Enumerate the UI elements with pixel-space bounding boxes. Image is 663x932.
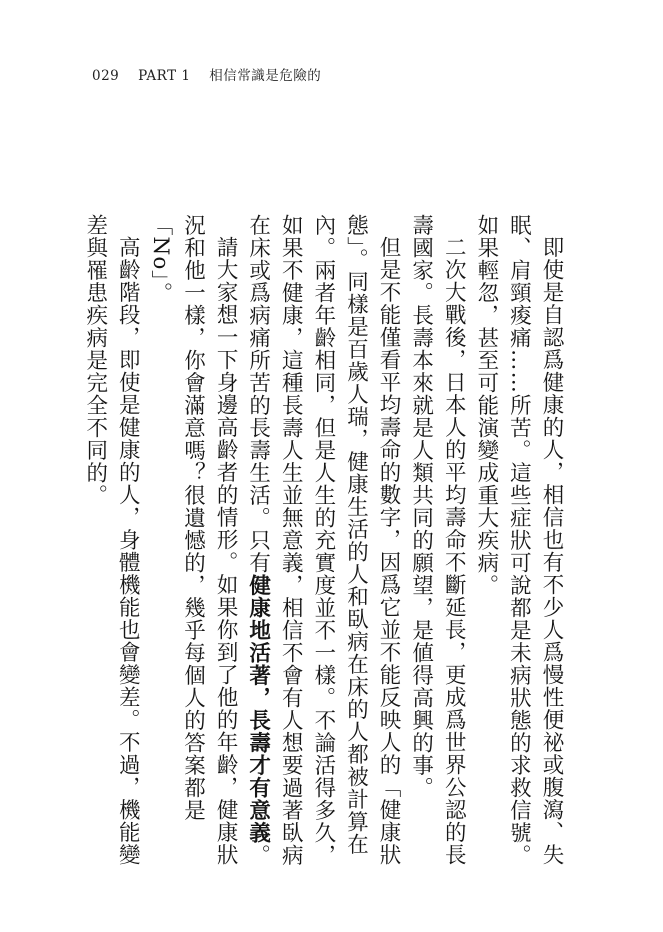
running-header	[92, 64, 335, 84]
paragraph-1: 即使是自認爲健康的人，相信也有不少人爲慢性便祕或腹瀉、失眠、肩頸痠痛……所苦。這些症狀可說都是未病狀態的求救信號。如果輕忽，甚至可能演變成重大疾病。	[473, 214, 564, 867]
paragraph-4: 請大家想一下身邊高齡者的情形。如果你到了他的年齡，健康狀況和他一樣，你會滿意嗎？很遺憾的，幾乎每個人的答案都是「No」。	[147, 214, 239, 866]
paragraph-3	[241, 214, 404, 874]
part-label: PART 1	[138, 68, 191, 84]
paragraph-2: 二次大戰後，日本人的平均壽命不斷延長，更成爲世界公認的長壽國家。長壽本來就是人類共同的願望，是値得高興的事。	[408, 214, 467, 866]
chapter-title: 相信常識是危險的	[209, 68, 322, 84]
vertical-body-text	[82, 214, 567, 874]
paragraph-3-text: 但是不能僅看平均壽命的數字，因爲它並不能反映人的「健康狀態」。同樣是百歲人瑞，健康生活的人和臥病在床的人都被計算在內。兩者年齡相同，但是人生的充實度並不一樣。不論活得多久，如果不健康，這種長壽人生並無意義，相信不會有人想要過著臥病在床或爲病痛所苦的長壽生活。只有	[245, 214, 402, 867]
emphasis-healthy-longevity: 健康地活著，長壽才有意義	[245, 574, 271, 844]
page-number: 029	[92, 68, 120, 84]
paragraph-3-end: 。	[245, 844, 271, 867]
paragraph-5: 高齡階段，即使是健康的人，身體機能也會變差。不過，機能變差與罹患疾病是完全不同的。	[82, 214, 141, 866]
